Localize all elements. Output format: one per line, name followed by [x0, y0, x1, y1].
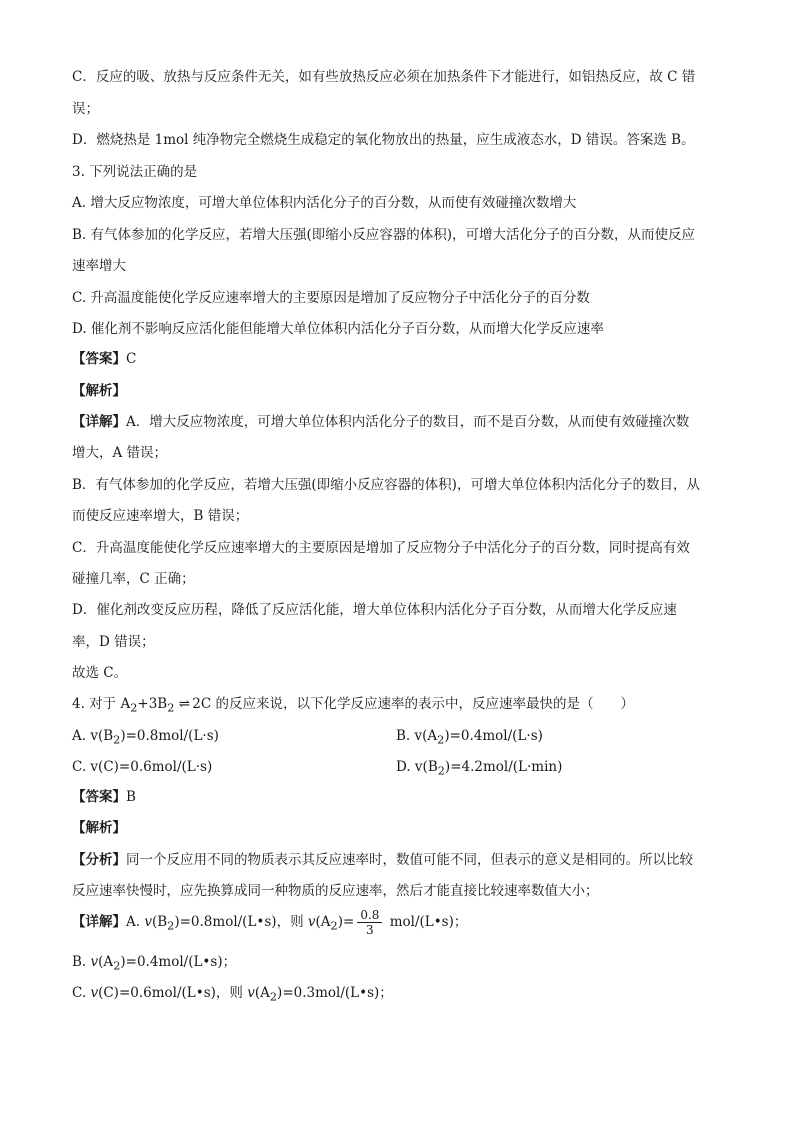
fenxi-tag: 【分析】	[72, 852, 126, 868]
question-3-option-c: C. 升高温度能使化学反应速率增大的主要原因是增加了反应物分子中活化分子的百分数	[72, 290, 590, 306]
answer-tag: 【答案】	[72, 789, 126, 805]
question-3-option-b-cont: 速率增大	[72, 258, 126, 274]
question-3-detail-a	[72, 413, 722, 431]
fraction	[357, 908, 382, 937]
question-3-analysis	[72, 382, 722, 400]
question-4-answer	[72, 788, 722, 806]
stem-text: 2C 的反应来说，以下化学反应速率的表示中，反应速率最快的是（ ）	[188, 696, 635, 712]
question-4-option-b: B. $v(A_2)=0.4mol/(L\cdot s)$	[396, 728, 543, 747]
text-line: D．燃烧热是 1mol 纯净物完全燃烧生成稳定的氧化物放出的热量，应生成液态水，D 错误。答案选 B。	[72, 132, 695, 148]
text-line: 反应速率快慢时，应先换算成同一种物质的反应速率，然后才能直接比较速率数值大小；	[72, 883, 599, 899]
question-4-fenxi	[72, 851, 722, 869]
analysis-tag: 【解析】	[72, 820, 126, 836]
equilibrium-arrow-icon: ⇌	[178, 696, 188, 712]
question-4-option-c: C. v(C)=0.6mol/(L·s)	[72, 759, 213, 775]
analysis-tag: 【解析】	[72, 383, 126, 399]
text-line: 率，D 错误；	[72, 634, 155, 650]
question-4-options-row-2	[72, 758, 722, 776]
detail-text: A．增大反应物浓度，可增大单位体积内活化分子的数目，而不是百分数，从而使有效碰撞次数	[126, 414, 690, 430]
question-3-answer	[72, 350, 722, 368]
subscript: 2	[130, 701, 138, 715]
detail-tag: 【详解】	[72, 914, 126, 930]
stem-text: +3B	[137, 696, 168, 712]
question-3-detail-c: C．升高温度能使化学反应速率增大的主要原因是增加了反应物分子中活化分子的百分数，同时提高有效	[72, 540, 690, 556]
text-line: 误；	[72, 101, 99, 117]
question-4-detail-a: 【详解】A. $v(B_2)=0.8mol/(L•s)$，则 $v(A_2)=$ $\frac{0.8}{3}$ mol/(L•s)；	[72, 908, 468, 937]
text-line: 碰撞几率，C 正确；	[72, 571, 195, 587]
question-3-stem: 3. 下列说法正确的是	[72, 164, 198, 180]
question-4-option-a: A. $v(B_2)=0.8mol/(L\cdot s)$	[72, 728, 219, 747]
detail-tag: 【详解】	[72, 414, 126, 430]
question-3-option-b: B. 有气体参加的化学反应，若增大压强(即缩小反应容器的体积)，可增大活化分子的百分数，从而使反应	[72, 227, 696, 243]
question-3-option-a: A. 增大反应物浓度，可增大单位体积内活化分子的百分数，从而使有效碰撞次数增大	[72, 195, 577, 211]
question-3-option-d: D. 催化剂不影响反应活化能但能增大单位体积内活化分子百分数，从而增大化学反应速率	[72, 321, 604, 337]
subscript: 2	[167, 701, 175, 715]
answer-value: C	[126, 351, 137, 367]
answer-value: B	[126, 789, 136, 805]
fenxi-text: 同一个反应用不同的物质表示其反应速率时，数值可能不同，但表示的意义是相同的。所以比较	[126, 852, 693, 868]
question-3-detail-b: B．有气体参加的化学反应，若增大压强(即缩小反应容器的体积)，可增大单位体积内活化分子的数目，从	[72, 477, 700, 493]
question-4-detail-b: B. $v(A_2)=0.4mol/(L•s)$；	[72, 954, 237, 973]
question-4-analysis	[72, 819, 722, 837]
fraction-numerator: 0.8	[357, 908, 382, 923]
question-4-detail-c: C. v(C)=0.6mol/(L•s)，则 $v(A_2)=0.3mol/(L•s)$；	[72, 985, 393, 1004]
text-line: C．反应的吸、放热与反应条件无关，如有些放热反应必须在加热条件下才能进行，如铝热反应，故 C 错	[72, 69, 696, 85]
question-4-stem	[72, 695, 722, 718]
question-3-conclusion: 故选 C。	[72, 665, 128, 681]
question-3-detail-d: D．催化剂改变反应历程，降低了反应活化能，增大单位体积内活化分子百分数，从而增大化学反应速	[72, 602, 677, 618]
question-4-options-row-1	[72, 727, 722, 750]
question-4-option-d: D. $v(B_2)=4.2mol/(L\cdot\min)$	[396, 759, 563, 778]
stem-text: 4. 对于 A	[72, 696, 131, 712]
text-line: 而使反应速率增大，B 错误；	[72, 508, 249, 524]
text-line: 增大，A 错误；	[72, 445, 168, 461]
fraction-denominator: 3	[366, 923, 374, 937]
answer-tag: 【答案】	[72, 351, 126, 367]
